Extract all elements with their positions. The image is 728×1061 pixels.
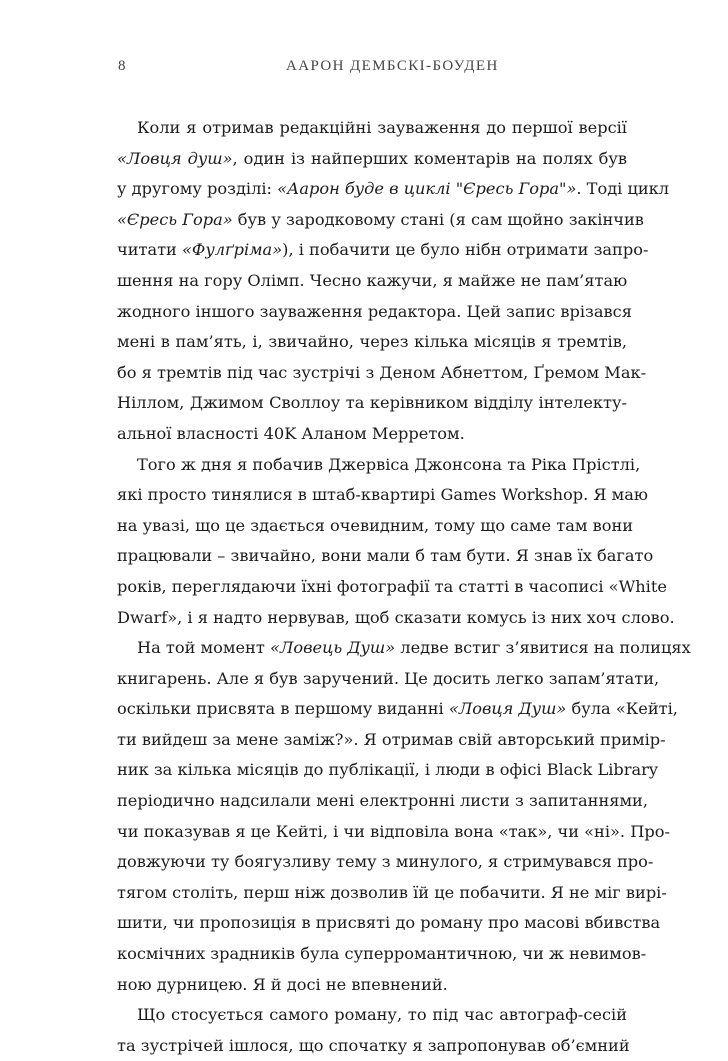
text-line — [117, 664, 660, 695]
text-run: . Тоді цикл — [576, 179, 670, 199]
text-line — [117, 970, 627, 1001]
text-run: читати — [117, 240, 182, 260]
text-run: , один із найперших коментарів на полях був — [232, 148, 628, 168]
text-line — [117, 541, 654, 572]
running-head — [118, 58, 638, 82]
italic-title: «Єресь Гора» — [117, 209, 233, 229]
text-line — [117, 327, 627, 358]
text-run: років, переглядаючи їхні фотографії та статті в часописі «White — [117, 576, 667, 596]
text-line — [117, 603, 675, 634]
text-run: космічних зрадників була суперромантичною, чи ж невимов- — [117, 944, 647, 964]
text-line — [117, 878, 667, 909]
text-run: шення на гору Олімп. Чесно кажучи, я майже не пам’ятаю — [117, 270, 628, 290]
text-line — [117, 572, 667, 603]
text-run: які просто тинялися в штаб-квартирі Games Workshop. Я маю — [117, 485, 648, 505]
text-run: ник за кілька місяців до публікації, і люди в офісі Black Library — [117, 760, 659, 780]
italic-title: «Ловця Душ» — [448, 699, 567, 719]
text-line — [117, 388, 627, 419]
text-run: мені в пам’ять, і, звичайно, через кілька місяців я тремтів, — [117, 332, 627, 352]
page-number: 8 — [118, 58, 127, 74]
text-run: на увазі, що це здається очевидним, тому що саме там вони — [117, 515, 634, 535]
italic-title: «Ловець Душ» — [269, 638, 396, 658]
text-run: була «Кейті, — [566, 699, 678, 719]
text-line — [117, 1000, 627, 1031]
italic-title: «Аарон буде в циклі "Єресь Гора"» — [277, 179, 577, 199]
text-run: періодично надсилали мені електронні листи з запитаннями, — [117, 791, 648, 811]
text-line — [117, 450, 641, 481]
text-run: Того ж дня я побачив Джервіса Джонсона та Ріка Прістлі, — [137, 454, 641, 474]
text-run: ледве встиг з’явитися на полицях — [395, 638, 691, 658]
text-line — [117, 1031, 630, 1061]
text-run: Що стосується самого роману, то під час автограф-сесій — [137, 1005, 627, 1025]
text-line — [117, 358, 647, 389]
paragraph — [117, 1000, 630, 1061]
text-run: та зустрічей ішлося, що спочатку я запропонував об’ємний — [117, 1035, 630, 1055]
text-run: альної власності 40K Аланом Мерретом. — [117, 423, 465, 443]
text-run: чи показував я це Кейті, і чи відповіла вона «так», чи «ні». Про- — [117, 821, 670, 841]
text-line — [117, 480, 648, 511]
text-line — [117, 297, 632, 328]
text-line — [117, 694, 678, 725]
text-run: ти вийдеш за мене заміж?». Я отримав свій авторський примір- — [117, 729, 666, 749]
text-run: працювали – звичайно, вони мали б там бути. Я знав їх багато — [117, 546, 654, 566]
text-line — [117, 174, 670, 205]
paragraph — [117, 113, 670, 450]
text-line — [117, 755, 659, 786]
text-line — [117, 725, 666, 756]
text-line — [117, 511, 634, 542]
text-run: Коли я отримав редакційні зауваження до першої версії — [137, 118, 627, 137]
text-run: жодного іншого зауваження редактора. Цей запис врізався — [117, 301, 632, 321]
text-run: книгарень. Але я був заручений. Це досить легко запам’ятати, — [117, 668, 660, 688]
text-run: Dwarf», і я надто нервував, щоб сказати комусь із них хоч слово. — [117, 607, 675, 627]
text-run: бо я тремтів під час зустрічі з Деном Абнеттом, Ґремом Мак- — [117, 362, 647, 382]
text-run: шити, чи пропозиція в присвяті до роману про масові вбивства — [117, 913, 661, 933]
text-line — [117, 817, 670, 848]
italic-title: «Ловця душ» — [117, 148, 233, 168]
italic-title: «Фулґріма» — [182, 240, 283, 260]
text-run: був у зародковому стані (я сам щойно закінчив — [232, 209, 644, 229]
paragraph — [117, 633, 691, 1000]
text-run: довжуючи ту боягузливу тему з минулого, я стримувався про- — [117, 852, 654, 872]
text-line — [117, 235, 649, 266]
body-text — [117, 113, 691, 1061]
text-line — [117, 786, 648, 817]
text-line — [117, 144, 627, 175]
text-run: тягом століть, перш ніж дозволив їй це побачити. Я не міг вирі- — [117, 882, 667, 902]
paragraph — [117, 450, 675, 634]
text-line — [117, 205, 644, 236]
text-run: Ніллом, Джимом Своллоу та керівником відділу інтелекту- — [117, 393, 627, 413]
text-line — [117, 633, 691, 664]
text-line — [117, 847, 654, 878]
text-run: у другому розділі: — [117, 179, 278, 199]
text-line — [117, 113, 627, 144]
text-line — [117, 939, 647, 970]
text-run: ною дурницею. Я й досі не впевнений. — [117, 974, 448, 994]
text-line — [117, 419, 627, 450]
text-run: оскільки присвята в першому виданні — [117, 699, 449, 719]
running-title: ААРОН ДЕМБСКІ-БОУДЕН — [286, 58, 499, 74]
text-run: На той момент — [137, 638, 270, 658]
text-line — [117, 266, 627, 297]
text-run: ), і побачити це було нібн отримати запро- — [282, 240, 649, 260]
text-line — [117, 908, 661, 939]
